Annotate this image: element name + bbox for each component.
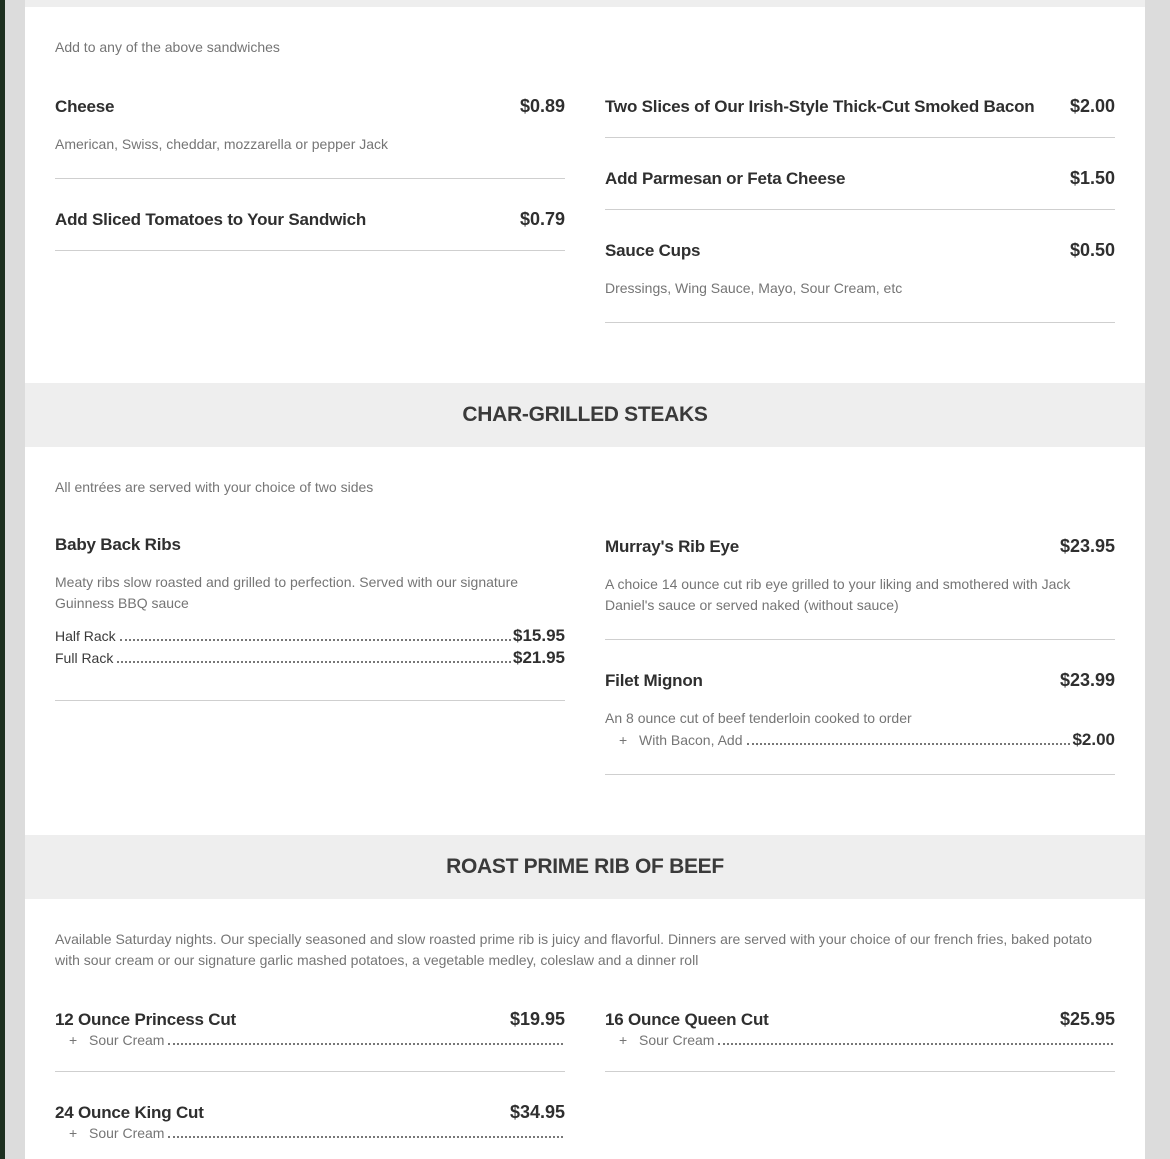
divider [605,322,1115,323]
side-option [605,1030,1115,1051]
option-label: Full Rack [55,650,114,666]
plus-icon: + [619,732,628,748]
leader-dots [168,1043,563,1045]
menu-item-parmesan-feta [605,168,1115,189]
divider [605,639,1115,640]
item-name: Cheese [55,97,115,116]
item-price: $0.50 [1069,240,1115,260]
item-price: $23.99 [1059,670,1115,690]
item-name: Add Parmesan or Feta Cheese [605,169,846,188]
item-price: $34.95 [509,1102,565,1122]
plus-icon: + [619,1032,628,1048]
item-name: Murray's Rib Eye [605,537,740,556]
leader-dots [120,639,511,641]
divider [55,1071,565,1072]
item-name: Filet Mignon [605,671,703,690]
menu-item-baby-back-ribs [55,535,565,669]
leader-dots [168,1136,563,1138]
menu-panel [25,0,1145,1159]
divider [55,178,565,179]
menu-item-princess-cut [55,1009,565,1051]
side-label: Sour Cream [89,1032,165,1048]
option-price: $21.95 [513,648,565,667]
menu-item-queen-cut [605,1009,1115,1051]
section-header-prime-rib: ROAST PRIME RIB OF BEEF [25,835,1145,899]
divider [605,137,1115,138]
price-option-half-rack [55,625,565,647]
item-price: $0.79 [519,209,565,229]
menu-item-sauce-cups [605,240,1115,299]
option-label: Half Rack [55,628,116,644]
leader-dots [747,743,1071,745]
addon-label: With Bacon, Add [639,732,743,748]
menu-item-cheese [55,96,565,155]
menu-item-filet-mignon [605,670,1115,751]
item-name: 24 Ounce King Cut [55,1103,204,1122]
item-description: Meaty ribs slow roasted and grilled to perfection. Served with our signature Guinness BBQ sauce [55,574,519,611]
item-name: Two Slices of Our Irish-Style Thick-Cut Smoked Bacon [605,97,1035,116]
item-price: $25.95 [1059,1009,1115,1029]
addons-intro: Add to any of the above sandwiches [55,39,280,55]
addon-price: $2.00 [1072,730,1115,749]
item-description: A choice 14 ounce cut rib eye grilled to your liking and smothered with Jack Daniel's sauce or served naked (without sauce) [605,576,1071,613]
divider [55,250,565,251]
leader-dots [718,1043,1113,1045]
plus-icon: + [69,1125,78,1141]
prime-rib-intro: Available Saturday nights. Our specially seasoned and slow roasted prime rib is juicy and flavorful. Dinners are served with your choice of our french fries, baked potato with sour cream or our signature garlic mashed potatoes, a vegetable medley, coleslaw and a dinner roll [55,931,1093,968]
divider [605,1071,1115,1072]
item-price: $19.95 [509,1009,565,1029]
item-price: $0.89 [519,96,565,116]
menu-item-king-cut [55,1102,565,1144]
steaks-intro: All entrées are served with your choice of two sides [55,479,374,495]
side-label: Sour Cream [639,1032,715,1048]
menu-item-tomatoes [55,209,565,230]
item-name: 12 Ounce Princess Cut [55,1010,236,1029]
divider [605,209,1115,210]
item-name: Baby Back Ribs [55,535,181,554]
side-option [55,1123,565,1144]
item-name: Sauce Cups [605,241,701,260]
side-option [55,1030,565,1051]
leader-dots [117,661,511,663]
item-description: An 8 ounce cut of beef tenderloin cooked to order [605,710,912,726]
section-header-steaks: CHAR-GRILLED STEAKS [25,383,1145,447]
menu-item-bacon [605,96,1115,117]
section-header-remnant [25,0,1145,7]
item-description: Dressings, Wing Sauce, Mayo, Sour Cream, etc [605,280,903,296]
addon-bacon [605,729,1115,751]
page-edge [0,0,5,1159]
menu-item-rib-eye [605,536,1115,616]
divider [605,774,1115,775]
item-name: 16 Ounce Queen Cut [605,1010,769,1029]
plus-icon: + [69,1032,78,1048]
option-price: $15.95 [513,626,565,645]
price-option-full-rack [55,647,565,669]
item-price: $2.00 [1069,96,1115,116]
item-name: Add Sliced Tomatoes to Your Sandwich [55,210,367,229]
item-price: $23.95 [1059,536,1115,556]
side-label: Sour Cream [89,1125,165,1141]
divider [55,700,565,701]
item-price: $1.50 [1069,168,1115,188]
item-description: American, Swiss, cheddar, mozzarella or pepper Jack [55,136,389,152]
